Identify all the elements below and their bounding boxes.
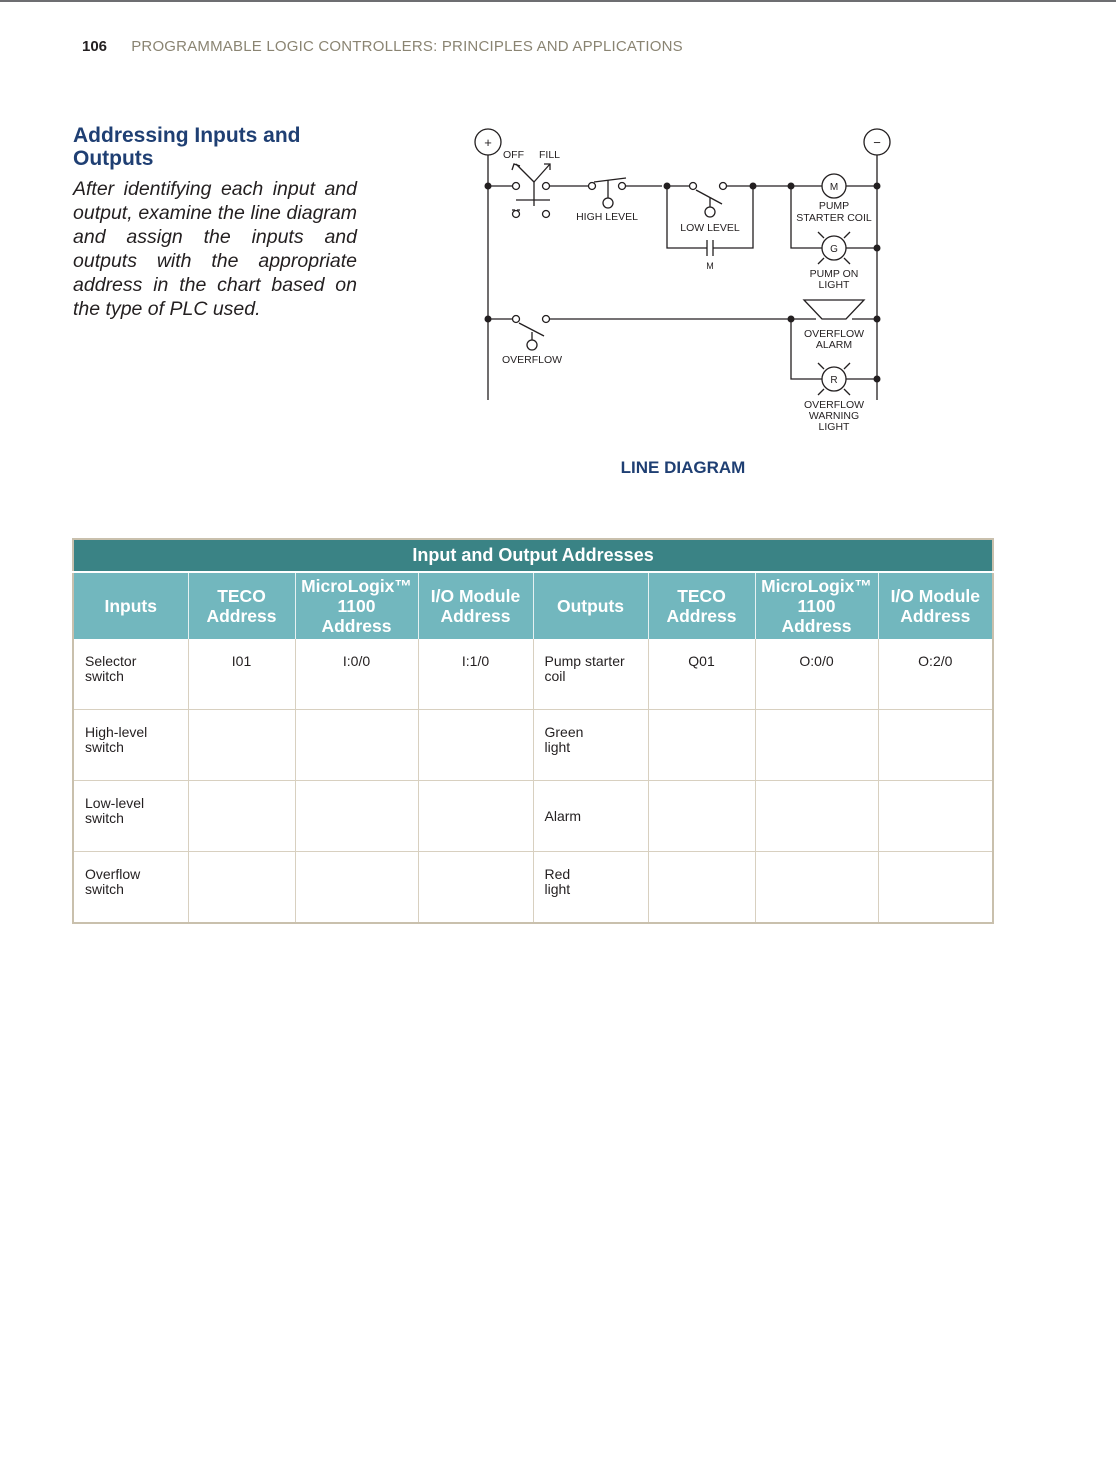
micrologix-out-cell	[755, 710, 878, 781]
off-label: OFF	[503, 149, 524, 161]
teco-in-cell	[188, 852, 295, 924]
io-module-in-cell: I:1/0	[418, 639, 533, 710]
selector-switch-contact	[513, 183, 520, 190]
output-cell: Pump starter coil	[533, 639, 648, 710]
pump-on-light-label-2: LIGHT	[818, 279, 850, 291]
low-level-label: LOW LEVEL	[680, 222, 740, 234]
io-module-in-cell	[418, 852, 533, 924]
micrologix-in-cell	[295, 781, 418, 852]
overflow-switch-label: OVERFLOW	[501, 354, 563, 366]
io-module-out-cell	[878, 781, 993, 852]
high-level-switch	[589, 183, 596, 190]
input-cell: Selector switch	[73, 639, 188, 710]
low-level-switch	[690, 183, 697, 190]
top-rule	[0, 0, 1116, 2]
io-module-in-cell	[418, 781, 533, 852]
teco-out-cell	[648, 852, 755, 924]
pump-starter-coil-label-2: STARTER COIL	[796, 212, 872, 224]
micrologix-in-cell	[295, 710, 418, 781]
teco-in-cell: I01	[188, 639, 295, 710]
diagram-caption: LINE DIAGRAM	[620, 458, 746, 477]
teco-in-cell	[188, 781, 295, 852]
overflow-warning-label-3: LIGHT	[818, 421, 850, 433]
teco-out-cell	[648, 781, 755, 852]
micrologix-in-cell: I:0/0	[295, 639, 418, 710]
io-module-out-cell: O:2/0	[878, 639, 993, 710]
teco-in-cell	[188, 710, 295, 781]
table-title: Input and Output Addresses	[73, 539, 993, 572]
table-row	[73, 710, 993, 781]
micrologix-out-cell: O:0/0	[755, 639, 878, 710]
col-header-inputs: Inputs	[73, 572, 188, 639]
table-row	[73, 852, 993, 924]
io-module-in-cell	[418, 710, 533, 781]
overflow-alarm-label-2: ALARM	[815, 339, 853, 351]
micrologix-in-cell	[295, 852, 418, 924]
col-header-outputs: Outputs	[533, 572, 648, 639]
col-header-teco-in: TECO Address	[188, 572, 295, 639]
fill-label: FILL	[539, 149, 561, 161]
sidebar-text: After identifying each input and output, examine the line diagram and assign the inputs and outputs with the appropriate address in the chart based on the type of PLC used.	[73, 178, 357, 320]
running-head: PROGRAMMABLE LOGIC CONTROLLERS: PRINCIPLES AND APPLICATIONS	[131, 38, 683, 55]
io-module-out-cell	[878, 710, 993, 781]
output-cell: Red light	[533, 852, 648, 924]
teco-out-cell	[648, 710, 755, 781]
motor-symbol-label: M	[829, 182, 839, 193]
col-header-micrologix-out: MicroLogix™ 1100 Address	[755, 572, 878, 639]
table-header-row	[73, 572, 993, 639]
plus-label: +	[484, 135, 492, 150]
teco-out-cell: Q01	[648, 639, 755, 710]
green-symbol-label: G	[830, 244, 838, 255]
line-diagram	[460, 120, 900, 440]
pump-on-light-label-1: PUMP ON	[809, 268, 859, 280]
overflow-switch	[513, 316, 520, 323]
col-header-io-module-in: I/O Module Address	[418, 572, 533, 639]
pump-starter-coil-label-1: PUMP	[818, 200, 850, 212]
table-row	[73, 639, 993, 710]
seal-in-label: M	[706, 261, 714, 271]
output-cell: Alarm	[533, 781, 648, 852]
output-cell: Green light	[533, 710, 648, 781]
input-cell: High-level switch	[73, 710, 188, 781]
overflow-warning-label-2: WARNING	[808, 410, 860, 422]
col-header-teco-out: TECO Address	[648, 572, 755, 639]
overflow-alarm-horn	[804, 300, 864, 319]
col-header-micrologix-in: MicroLogix™ 1100 Address	[295, 572, 418, 639]
input-cell: Low-level switch	[73, 781, 188, 852]
micrologix-out-cell	[755, 781, 878, 852]
io-module-out-cell	[878, 852, 993, 924]
red-symbol-label: R	[830, 375, 838, 386]
minus-label: −	[873, 135, 881, 150]
col-header-io-module-out: I/O Module Address	[878, 572, 993, 639]
io-address-table	[72, 538, 994, 924]
overflow-warning-label-1: OVERFLOW	[803, 399, 865, 411]
input-cell: Overflow switch	[73, 852, 188, 924]
page-number: 106	[82, 38, 108, 55]
micrologix-out-cell	[755, 852, 878, 924]
table-row	[73, 781, 993, 852]
high-level-label: HIGH LEVEL	[576, 211, 638, 223]
page-header	[82, 38, 683, 55]
sidebar-title: Addressing Inputs and Outputs	[73, 124, 301, 170]
overflow-alarm-label-1: OVERFLOW	[803, 328, 865, 340]
